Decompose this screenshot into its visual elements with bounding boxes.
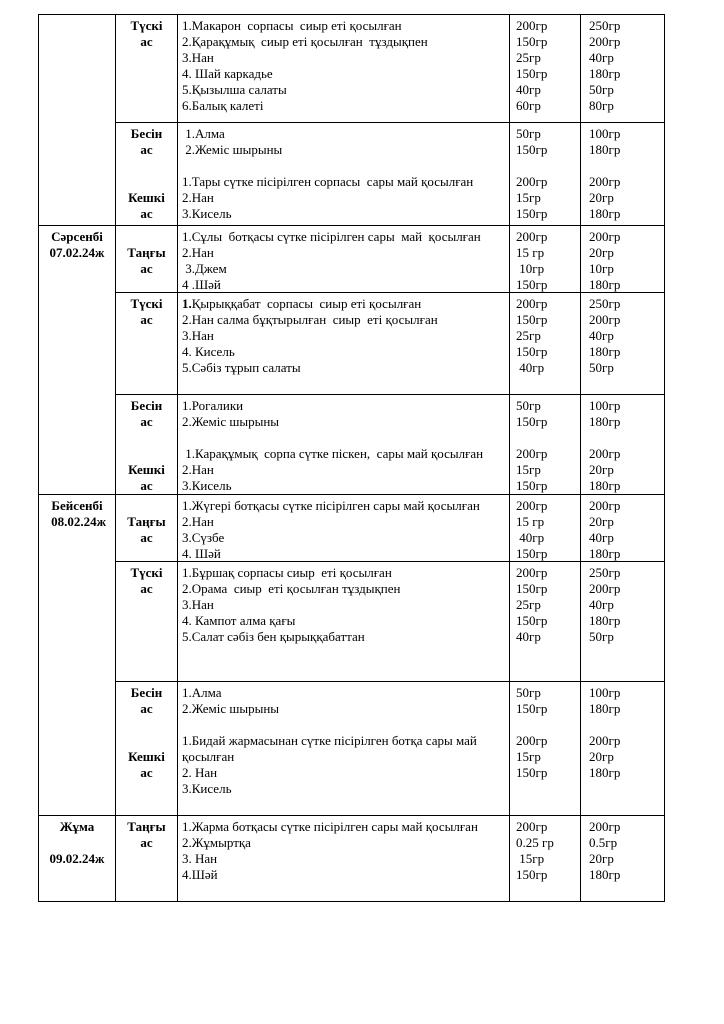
grams-small-portion-cell: [510, 15, 581, 122]
grams-small-portion-cell: [510, 123, 581, 225]
meal-label: [116, 18, 177, 50]
gram-line: 200гр: [589, 446, 621, 461]
gram-line: 10гр: [516, 261, 545, 276]
gram-line: 250гр: [589, 296, 621, 311]
gram-line: 40гр: [516, 360, 545, 375]
day-group: [39, 15, 664, 225]
meal-line: ас: [140, 581, 153, 596]
meal-row: [116, 122, 664, 225]
gram-line: 40гр: [589, 328, 614, 343]
gram-line: 150гр: [516, 312, 548, 327]
gram-line: 150гр: [516, 34, 548, 49]
dish-line: 3.Нан: [182, 597, 214, 612]
meal-line: ас: [140, 835, 153, 850]
gram-line: 250гр: [589, 18, 621, 33]
dish-line: 3.Кисель: [182, 206, 232, 221]
meal-line: ас: [140, 312, 153, 327]
day-group: [39, 815, 664, 901]
dish-line: 5.Сәбіз тұрып салаты: [182, 360, 301, 375]
dish-line: 2.Нан салма бұқтырылған сиыр еті қосылған: [182, 312, 438, 327]
gram-line: 150гр: [516, 142, 548, 157]
gram-line: 80гр: [589, 98, 614, 113]
grams-large-portion-cell: [581, 562, 664, 681]
dish-line: 3.Джем: [182, 261, 227, 276]
dish-line: 3. Нан: [182, 851, 218, 866]
day-cell: [39, 15, 116, 225]
gram-line: 15гр: [516, 851, 545, 866]
meal-cell: [116, 226, 178, 292]
gram-line: 100гр: [589, 126, 621, 141]
dish-number-bold: 1.: [182, 296, 192, 311]
dish-line: 5.Қызылша салаты: [182, 82, 287, 97]
dish-line: 1.Рогалики: [182, 398, 244, 413]
gram-line: 25гр: [516, 50, 541, 65]
day-rows: [116, 15, 664, 225]
gram-line: 50гр: [589, 360, 614, 375]
day-cell: [39, 226, 116, 494]
gram-line: 200гр: [516, 498, 548, 513]
gram-line: 200гр: [516, 446, 548, 461]
gram-line: 150гр: [516, 277, 548, 292]
meal-line: ас: [140, 261, 153, 276]
meal-label: [116, 514, 177, 546]
dish-line: 1.Бұршақ сорпасы сиыр еті қосылған: [182, 565, 392, 580]
gram-line: 20гр: [589, 245, 614, 260]
gram-line: 15гр: [516, 749, 541, 764]
gram-line: 180гр: [589, 867, 621, 882]
grams-small-portion-cell: [510, 226, 581, 292]
gram-line: 150гр: [516, 546, 548, 561]
day-cell: [39, 495, 116, 815]
gram-line: 200гр: [589, 498, 621, 513]
gram-line: 200гр: [589, 174, 621, 189]
grams-large-portion-cell: [581, 395, 664, 494]
gram-line: [516, 430, 580, 446]
meal-label: [116, 462, 177, 494]
dish-line: 2.Нан: [182, 462, 214, 477]
day-rows: [116, 816, 664, 901]
gram-line: 200гр: [589, 819, 621, 834]
gram-line: 200гр: [516, 565, 548, 580]
meal-line: ас: [140, 701, 153, 716]
meal-line: Түскі: [130, 565, 163, 580]
gram-line: [589, 430, 664, 446]
dish-line: 2.Жұмыртқа: [182, 835, 251, 850]
meal-label: [116, 819, 177, 851]
gram-line: 180гр: [589, 546, 621, 561]
grams-small-portion-cell: [510, 293, 581, 394]
meal-cell: [116, 562, 178, 681]
dish-line: 4 .Шәй: [182, 277, 221, 292]
dish-line: 4.Шәй: [182, 867, 218, 882]
day-group: [39, 225, 664, 494]
dish-line: 4. Шәй: [182, 546, 221, 561]
gram-line: 15гр: [516, 190, 541, 205]
meal-line: Бесін: [130, 685, 163, 700]
gram-line: 200гр: [589, 229, 621, 244]
gram-line: 200гр: [516, 296, 548, 311]
gram-line: 150гр: [516, 613, 548, 628]
dish-line: 3.Кисель: [182, 781, 232, 796]
gram-line: 50гр: [516, 398, 541, 413]
dish-line: 1.Карақұмық сорпа сүтке піскен, сары май қосылған: [182, 446, 484, 461]
gram-line: 180гр: [589, 206, 621, 221]
dish-line: 2.Орама сиыр еті қосылған тұздықпен: [182, 581, 401, 596]
meal-line: Кешкі: [128, 749, 165, 764]
grams-large-portion-cell: [581, 15, 664, 122]
dish-line: 5.Салат сәбіз бен қырыққабаттан: [182, 629, 365, 644]
dish-line: 1.Алма: [182, 126, 225, 141]
gram-line: 150гр: [516, 765, 548, 780]
gram-line: 20гр: [589, 190, 614, 205]
meal-line: ас: [140, 414, 153, 429]
gram-line: 250гр: [589, 565, 621, 580]
meal-line: Таңғы: [127, 245, 166, 260]
meal-line: ас: [140, 34, 153, 49]
grams-small-portion-cell: [510, 495, 581, 561]
dishes-cell: [178, 495, 510, 561]
gram-line: 180гр: [589, 344, 621, 359]
day-line: Жұма: [59, 819, 95, 834]
meal-label: [116, 565, 177, 597]
gram-line: 50гр: [516, 685, 541, 700]
dish-line: 3.Нан: [182, 328, 214, 343]
gram-line: 20гр: [589, 851, 614, 866]
dish-line: 2.Жеміс шырыны: [182, 414, 280, 429]
grams-large-portion-cell: [581, 816, 664, 901]
gram-line: [589, 158, 664, 174]
meal-label: [116, 245, 177, 277]
meal-cell: [116, 395, 178, 494]
gram-line: 180гр: [589, 701, 621, 716]
meal-line: ас: [140, 765, 153, 780]
meal-label: [116, 685, 177, 717]
gram-line: 0.25 гр: [516, 835, 554, 850]
gram-line: 150гр: [516, 867, 548, 882]
grams-small-portion-cell: [510, 682, 581, 815]
meal-cell: [116, 293, 178, 394]
dishes-cell: [178, 123, 510, 225]
dish-line: 3.Сүзбе: [182, 530, 225, 545]
meal-line: Таңғы: [127, 819, 166, 834]
gram-line: 200гр: [516, 819, 548, 834]
gram-line: [589, 717, 664, 733]
dish-line: 3.Кисель: [182, 478, 232, 493]
meal-line: Түскі: [130, 296, 163, 311]
gram-line: 180гр: [589, 277, 621, 292]
grams-large-portion-cell: [581, 226, 664, 292]
day-line: 08.02.24ж: [47, 514, 107, 529]
gram-line: 200гр: [516, 733, 548, 748]
day-group: [39, 494, 664, 815]
meal-row: [116, 816, 664, 901]
dish-line: 3.Нан: [182, 50, 214, 65]
gram-line: 10гр: [589, 261, 614, 276]
gram-line: 150гр: [516, 66, 548, 81]
meal-cell: [116, 495, 178, 561]
gram-line: 50гр: [589, 82, 614, 97]
meal-line: ас: [140, 530, 153, 545]
day-line: 09.02.24ж: [49, 851, 105, 866]
meal-line: ас: [140, 478, 153, 493]
meal-label: [116, 190, 177, 222]
dishes-cell: [178, 15, 510, 122]
dish-line: 1.Сұлы ботқасы сүтке пісірілген сары май қосылған: [182, 229, 481, 244]
gram-line: 20гр: [589, 749, 614, 764]
gram-line: 40гр: [589, 530, 614, 545]
meal-row: [116, 561, 664, 681]
meal-cell: [116, 682, 178, 815]
dish-line: 6.Балық калеті: [182, 98, 264, 113]
gram-line: 150гр: [516, 701, 548, 716]
gram-line: 20гр: [589, 462, 614, 477]
meal-row: [116, 681, 664, 815]
meal-label: [116, 126, 177, 158]
dish-line: 2.Нан: [182, 190, 214, 205]
gram-line: 20гр: [589, 514, 614, 529]
gram-line: 180гр: [589, 765, 621, 780]
gram-line: 40гр: [589, 597, 614, 612]
meal-cell: [116, 15, 178, 122]
dish-line: 1.Жүгері ботқасы сүтке пісірілген сары май қосылған: [182, 498, 480, 513]
day-line: Сәрсенбі: [51, 229, 103, 244]
gram-line: 200гр: [589, 733, 621, 748]
gram-line: 150гр: [516, 478, 548, 493]
gram-line: 180гр: [589, 478, 621, 493]
dish-line: 2.Нан: [182, 245, 214, 260]
menu-table: [38, 14, 665, 902]
meal-row: [116, 15, 664, 122]
grams-small-portion-cell: [510, 395, 581, 494]
gram-line: 40гр: [516, 82, 541, 97]
grams-small-portion-cell: [510, 816, 581, 901]
meal-line: Түскі: [130, 18, 163, 33]
gram-line: 150гр: [516, 206, 548, 221]
day-cell: [39, 816, 116, 901]
meal-line: Бесін: [130, 126, 163, 141]
meal-cell: [116, 123, 178, 225]
dish-line: [182, 158, 509, 174]
grams-large-portion-cell: [581, 495, 664, 561]
meal-line: Бесін: [130, 398, 163, 413]
day-rows: [116, 226, 664, 494]
gram-line: 15 гр: [516, 245, 545, 260]
dish-line: 4. Кисель: [182, 344, 235, 359]
gram-line: 40гр: [516, 629, 541, 644]
dish-line: 1.Бидай жармасынан сүтке пісірілген ботқа сары май: [182, 733, 477, 748]
meal-line: Таңғы: [127, 514, 166, 529]
grams-large-portion-cell: [581, 682, 664, 815]
meal-row: [116, 292, 664, 394]
gram-line: 180гр: [589, 613, 621, 628]
meal-label: [116, 398, 177, 430]
dishes-cell: [178, 293, 510, 394]
day-rows: [116, 495, 664, 815]
gram-line: 200гр: [589, 312, 621, 327]
dish-line: [182, 430, 509, 446]
grams-large-portion-cell: [581, 123, 664, 225]
dishes-cell: [178, 395, 510, 494]
dish-line: 1.Жарма ботқасы сүтке пісірілген сары май қосылған: [182, 819, 478, 834]
dish-line: 2.Қарақұмық сиыр еті қосылған тұздықпен: [182, 34, 428, 49]
meal-cell: [116, 816, 178, 901]
gram-line: 100гр: [589, 398, 621, 413]
dish-line: 2. Нан: [182, 765, 218, 780]
day-line: [39, 835, 115, 851]
meal-row: [116, 495, 664, 561]
dish-line: 4. Шай каркадье: [182, 66, 273, 81]
gram-line: 200гр: [516, 229, 548, 244]
dishes-cell: [178, 562, 510, 681]
meal-label: [116, 296, 177, 328]
dish-line: 1.Алма: [182, 685, 222, 700]
dish-line: [182, 717, 509, 733]
meal-line: Кешкі: [128, 462, 165, 477]
dish-line: 1.Қырыққабат сорпасы сиыр еті қосылған: [182, 296, 422, 311]
gram-line: 200гр: [516, 174, 548, 189]
gram-line: 40гр: [589, 50, 614, 65]
meal-line: ас: [140, 206, 153, 221]
gram-line: 25гр: [516, 597, 541, 612]
dish-line: 4. Кампот алма қағы: [182, 613, 296, 628]
meal-label: [116, 749, 177, 781]
gram-line: 40гр: [516, 530, 545, 545]
meal-line: ас: [140, 142, 153, 157]
meal-row: [116, 394, 664, 494]
gram-line: 180гр: [589, 142, 621, 157]
dish-line: 2.Жеміс шырыны: [182, 701, 280, 716]
meal-line: Кешкі: [128, 190, 165, 205]
gram-line: [516, 717, 580, 733]
meal-row: [116, 226, 664, 292]
grams-large-portion-cell: [581, 293, 664, 394]
gram-line: 0.5гр: [589, 835, 618, 850]
gram-line: 15 гр: [516, 514, 545, 529]
gram-line: 25гр: [516, 328, 541, 343]
gram-line: 60гр: [516, 98, 541, 113]
gram-line: 50гр: [589, 629, 614, 644]
day-line: Бейсенбі: [51, 498, 103, 513]
dish-line: 1.Макарон сорпасы сиыр еті қосылған: [182, 18, 402, 33]
gram-line: [516, 158, 580, 174]
gram-line: 200гр: [516, 18, 548, 33]
gram-line: 150гр: [516, 414, 548, 429]
dish-line: 1.Тары сүтке пісірілген сорпасы сары май қосылған: [182, 174, 474, 189]
dishes-cell: [178, 816, 510, 901]
gram-line: 50гр: [516, 126, 541, 141]
dish-line: 2.Нан: [182, 514, 214, 529]
gram-line: 150гр: [516, 581, 548, 596]
gram-line: 200гр: [589, 34, 621, 49]
gram-line: 180гр: [589, 414, 621, 429]
gram-line: 180гр: [589, 66, 621, 81]
day-line: 07.02.24ж: [49, 245, 105, 260]
dishes-cell: [178, 226, 510, 292]
gram-line: 150гр: [516, 344, 548, 359]
dish-line: қосылған: [182, 749, 235, 764]
dishes-cell: [178, 682, 510, 815]
gram-line: 15гр: [516, 462, 541, 477]
gram-line: 200гр: [589, 581, 621, 596]
dish-line: 2.Жеміс шырыны: [182, 142, 283, 157]
gram-line: 100гр: [589, 685, 621, 700]
grams-small-portion-cell: [510, 562, 581, 681]
